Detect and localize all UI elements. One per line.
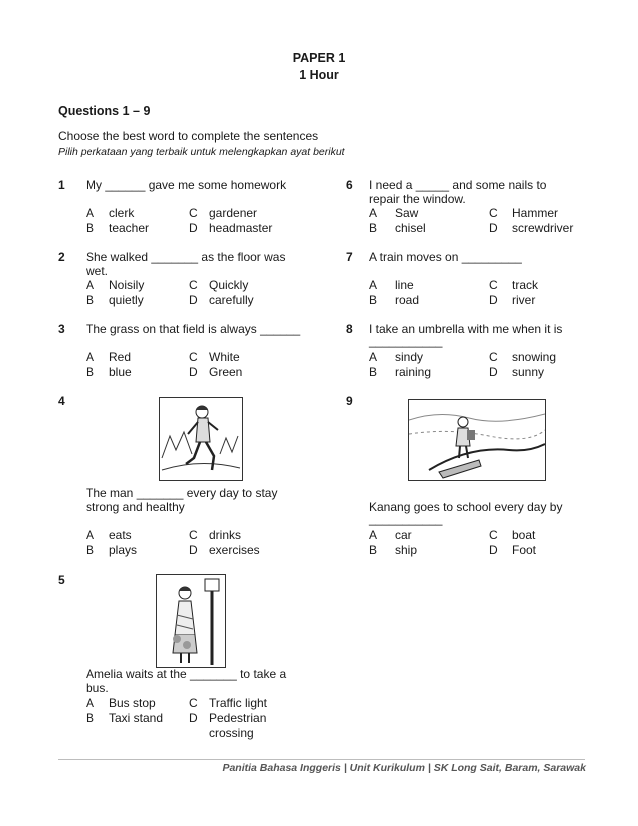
option-letter: A (86, 278, 95, 292)
option-c: drinks (209, 528, 242, 542)
question-text: The grass on that field is always ______ (86, 322, 301, 336)
question-number: 9 (346, 394, 353, 408)
option-letter: C (489, 350, 498, 364)
option-d: headmaster (209, 221, 273, 235)
question-number: 1 (58, 178, 65, 192)
question-text-cont: ___________ (369, 334, 443, 348)
question-text: A train moves on _________ (369, 250, 522, 264)
option-letter: A (369, 278, 378, 292)
option-letter: A (86, 350, 95, 364)
question-number: 5 (58, 573, 65, 587)
question-text-cont: bus. (86, 681, 109, 695)
boy-walking-to-school-illustration (408, 399, 546, 481)
option-c: White (209, 350, 240, 364)
option-d: carefully (209, 293, 254, 307)
question-number: 2 (58, 250, 65, 264)
option-a: Saw (395, 206, 419, 220)
question-number: 8 (346, 322, 353, 336)
question-text: Kanang goes to school every day by (369, 500, 563, 514)
option-b: ship (395, 543, 418, 557)
option-d-cont: crossing (209, 726, 254, 740)
option-letter: C (189, 696, 198, 710)
footer-divider (58, 759, 585, 760)
option-letter: D (189, 543, 198, 557)
option-letter: C (189, 350, 198, 364)
option-letter: A (369, 206, 378, 220)
option-letter: C (189, 206, 198, 220)
option-letter: C (189, 278, 198, 292)
option-letter: B (369, 365, 378, 379)
question-text: I take an umbrella with me when it is (369, 322, 563, 336)
question-text-cont: repair the window. (369, 192, 466, 206)
option-letter: B (369, 543, 378, 557)
option-letter: D (189, 365, 198, 379)
question-text: The man _______ every day to stay (86, 486, 278, 500)
option-d: Pedestrian (209, 711, 267, 725)
option-letter: B (86, 543, 95, 557)
option-c: Hammer (512, 206, 559, 220)
option-letter: B (86, 293, 95, 307)
option-d: Green (209, 365, 243, 379)
bus-stop-girl-illustration (156, 574, 226, 668)
option-letter: C (489, 206, 498, 220)
section-title: Questions 1 – 9 (58, 104, 151, 118)
question-text: Amelia waits at the _______ to take a (86, 667, 287, 681)
option-c: boat (512, 528, 536, 542)
question-text-cont: wet. (86, 264, 109, 278)
question-number: 4 (58, 394, 65, 408)
option-b: blue (109, 365, 132, 379)
option-a: car (395, 528, 412, 542)
jogging-man-illustration (159, 397, 243, 481)
option-c: Quickly (209, 278, 249, 292)
paper-title: PAPER 1 (292, 51, 346, 65)
question-number: 6 (346, 178, 353, 192)
paper-duration: 1 Hour (299, 68, 339, 82)
option-b: teacher (109, 221, 150, 235)
instruction-malay: Pilih perkataan yang terbaik untuk melengkapkan ayat berikut (58, 146, 345, 158)
option-d: Foot (512, 543, 537, 557)
option-c: snowing (512, 350, 557, 364)
option-letter: C (189, 528, 198, 542)
option-letter: D (489, 543, 498, 557)
option-letter: A (369, 528, 378, 542)
option-a: eats (109, 528, 132, 542)
option-letter: A (86, 206, 95, 220)
option-c: track (512, 278, 539, 292)
option-b: road (395, 293, 420, 307)
option-letter: C (489, 278, 498, 292)
question-number: 3 (58, 322, 65, 336)
option-letter: B (86, 365, 95, 379)
option-d: exercises (209, 543, 260, 557)
option-b: Taxi stand (109, 711, 164, 725)
question-text-cont: strong and healthy (86, 500, 185, 514)
option-letter: D (189, 711, 198, 725)
option-d: sunny (512, 365, 545, 379)
instruction: Choose the best word to complete the sentences (58, 129, 319, 143)
option-letter: B (86, 221, 95, 235)
question-text: She walked _______ as the floor was (86, 250, 286, 264)
option-b: raining (395, 365, 432, 379)
option-c: Traffic light (209, 696, 268, 710)
option-b: plays (109, 543, 138, 557)
option-letter: D (489, 293, 498, 307)
option-a: sindy (395, 350, 424, 364)
question-number: 7 (346, 250, 353, 264)
option-c: gardener (209, 206, 258, 220)
footer-text: Panitia Bahasa Inggeris | Unit Kurikulum | SK Long Sait, Baram, Sarawak (222, 762, 586, 774)
option-a: Red (109, 350, 132, 364)
option-d: river (512, 293, 536, 307)
option-letter: B (369, 221, 378, 235)
option-a: Noisily (109, 278, 145, 292)
option-b: quietly (109, 293, 144, 307)
question-text: My ______ gave me some homework (86, 178, 287, 192)
option-letter: A (86, 528, 95, 542)
option-letter: B (86, 711, 95, 725)
option-letter: D (189, 221, 198, 235)
option-letter: B (369, 293, 378, 307)
option-letter: A (369, 350, 378, 364)
option-a: line (395, 278, 414, 292)
option-letter: D (189, 293, 198, 307)
question-text-cont: ___________ (369, 512, 443, 526)
option-letter: A (86, 696, 95, 710)
option-letter: C (489, 528, 498, 542)
option-letter: D (489, 365, 498, 379)
option-b: chisel (395, 221, 426, 235)
option-letter: D (489, 221, 498, 235)
option-d: screwdriver (512, 221, 574, 235)
question-text: I need a _____ and some nails to (369, 178, 547, 192)
option-a: Bus stop (109, 696, 156, 710)
option-a: clerk (109, 206, 135, 220)
